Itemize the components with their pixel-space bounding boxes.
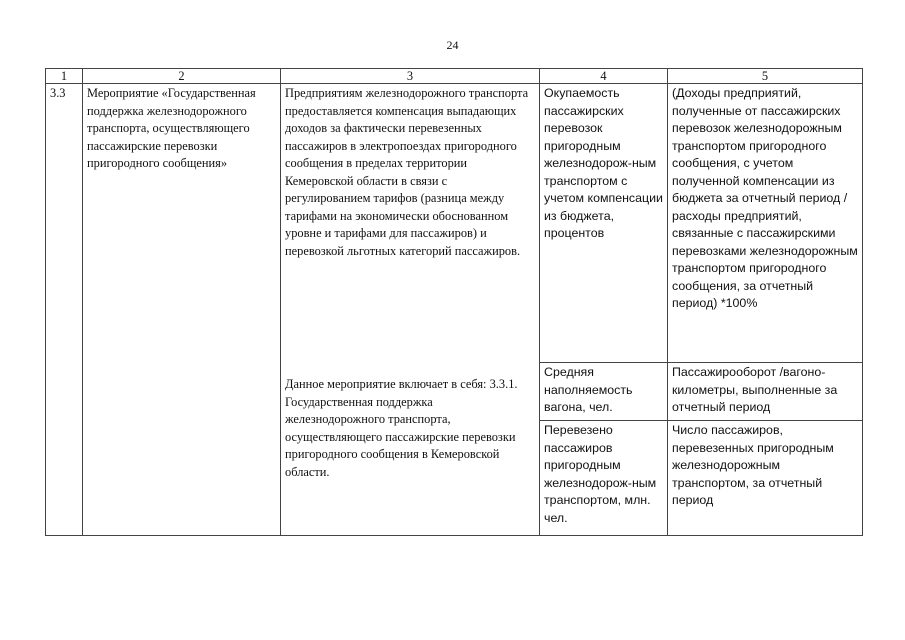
indicator-name: Окупаемость пассажирских перевозок пригородным железнодорож-ным транспортом с учетом компенсации из бюджета, процентов bbox=[540, 84, 668, 363]
event-description bbox=[281, 84, 540, 536]
column-header-5: 5 bbox=[668, 69, 863, 84]
page-number: 24 bbox=[446, 38, 459, 52]
column-header-4: 4 bbox=[540, 69, 668, 84]
table-row bbox=[46, 84, 863, 363]
row-number: 3.3 bbox=[46, 84, 83, 536]
indicator-formula: Пассажирооборот /вагоно-километры, выполненные за отчетный период bbox=[668, 363, 863, 421]
indicator-name: Перевезено пассажиров пригородным железнодорож-ным транспортом, млн. чел. bbox=[540, 421, 668, 536]
description-includes-text: Данное мероприятие включает в себя: 3.3.1. Государственная поддержка железнодорожного транспорта, осуществляющего пассажирские перевозки пригородного сообщения в Кемеровской области. bbox=[285, 377, 518, 479]
column-header-1: 1 bbox=[46, 69, 83, 84]
measures-table bbox=[45, 68, 863, 536]
header-row bbox=[46, 69, 863, 84]
indicator-formula: Число пассажиров, перевезенных пригородным железнодорожным транспортом, за отчетный период bbox=[668, 421, 863, 536]
event-name: Мероприятие «Государственная поддержка железнодорожного транспорта, осуществляющего пассажирские перевозки пригородного сообщения» bbox=[83, 84, 281, 536]
column-header-2: 2 bbox=[83, 69, 281, 84]
indicator-name: Средняя наполняемость вагона, чел. bbox=[540, 363, 668, 421]
indicator-formula: (Доходы предприятий, полученные от пассажирских перевозок железнодорожным транспортом пригородного сообщения, с учетом полученной компенсации из бюджета за отчетный период / расходы предприятий, связанные с пассажирскими перевозками железнодорожным транспортом пригородного сообщения, за отчетный период) *100% bbox=[668, 84, 863, 363]
description-text: Предприятиям железнодорожного транспорта предоставляется компенсация выпадающих доходов за фактически перевезенных пассажиров в электропоездах пригородного сообщения в пределах территории Кемеровской области в связи с регулированием тарифов (разница между тарифами на экономически обоснованном уровне и тарифами для пассажиров) и перевозкой льготных категорий пассажиров. bbox=[285, 86, 529, 258]
column-header-3: 3 bbox=[281, 69, 540, 84]
